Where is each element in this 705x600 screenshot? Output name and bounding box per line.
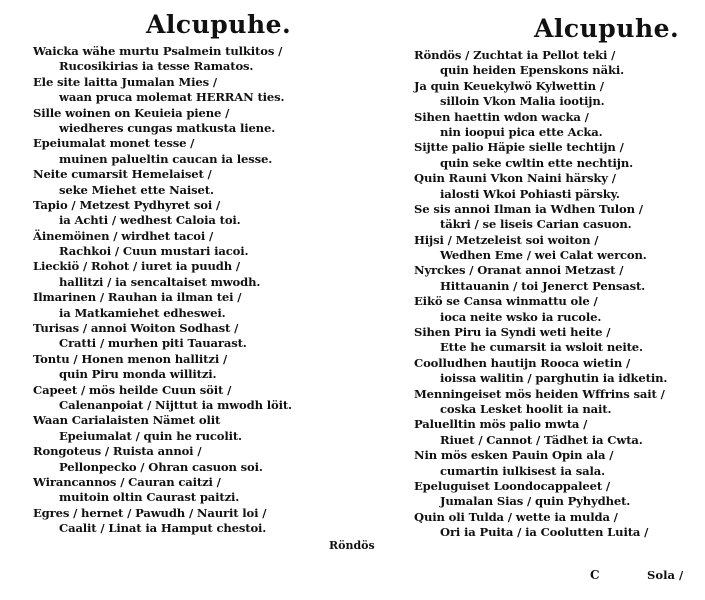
verse-line: Rucosikirias ia tesse Ramatos. <box>59 59 254 74</box>
verse-line: Epeiumalat monet tesse / <box>33 136 195 151</box>
verse-line: Coolludhen hautijn Rooca wietin / <box>414 355 631 370</box>
right-page <box>390 0 705 600</box>
verse-line: ioissa walitin / parghutin ia idketin. <box>440 371 668 386</box>
verse-line: Sille woinen on Keuieia piene / <box>33 105 230 120</box>
verse-line: Capeet / mös heilde Cuun söit / <box>33 382 232 397</box>
verse-line: muinen palueltin caucan ia lesse. <box>59 151 273 166</box>
verse-line: Epeiumalat / quin he rucolit. <box>59 428 242 443</box>
verse-line: Ori ia Puita / ia Coolutten Luita / <box>440 525 649 540</box>
verse-line: muitoin oltin Caurast paitzi. <box>59 490 240 505</box>
verse-line: Jumalan Sias / quin Pyhydhet. <box>440 494 631 509</box>
verse-line: Sihen Piru ia Syndi weti heite / <box>414 325 611 340</box>
left-page-heading: Alcupuhe. <box>146 10 292 39</box>
verse-line: Röndös / Zuchtat ia Pellot teki / <box>414 48 616 62</box>
verse-line: Quin oli Tulda / wette ia mulda / <box>414 509 618 524</box>
verse-line: Cratti / murhen piti Tauarast. <box>59 336 247 351</box>
verse-line: wiedheres cungas matkusta liene. <box>59 120 276 135</box>
verse-line: Quin Rauni Vkon Naini härsky / <box>414 171 616 186</box>
left-catchword: Röndös <box>329 539 375 552</box>
verse-line: Pellonpecko / Ohran casuon soi. <box>59 459 263 474</box>
verse-line: Eikö se Cansa winmattu ole / <box>414 294 598 309</box>
verse-line: Rongoteus / Ruista annoi / <box>33 444 202 459</box>
verse-line: Waicka wähe murtu Psalmein tulkitos / <box>33 44 283 58</box>
verse-line: Neite cumarsit Hemelaiset / <box>33 167 212 182</box>
verse-line: quin heiden Epenskons näki. <box>440 63 624 78</box>
verse-line: Wirancannos / Cauran caitzi / <box>33 474 221 489</box>
verse-line: Ele site laitta Jumalan Mies / <box>33 74 217 89</box>
verse-line: täkri / se liseis Carian casuon. <box>440 217 632 232</box>
right-catchword: Sola / <box>647 568 684 582</box>
verse-line: Rachkoi / Cuun mustari iacoi. <box>59 244 249 259</box>
verse-line: Epeluguiset Loondocappaleet / <box>414 478 611 493</box>
verse-line: Ilmarinen / Rauhan ia ilman tei / <box>33 290 242 305</box>
verse-line: seke Miehet ette Naiset. <box>59 182 214 197</box>
verse-line: Lieckiö / Rohot / iuret ia puudh / <box>33 259 240 274</box>
verse-line: ia Matkamiehet edheswei. <box>59 305 226 320</box>
verse-line: Nyrckes / Oranat annoi Metzast / <box>414 263 624 278</box>
verse-line: ioca neite wsko ia rucole. <box>440 309 602 324</box>
verse-line: Paluelltin mös palio mwta / <box>414 417 588 432</box>
verse-line: Turisas / annoi Woiton Sodhast / <box>33 321 239 336</box>
verse-line: Ette he cumarsit ia wsloit neite. <box>440 340 643 355</box>
verse-line: coska Lesket hoolit ia nait. <box>440 401 612 416</box>
verse-line: quin Piru monda willitzi. <box>59 367 217 382</box>
verse-line: cumartin iulkisest ia sala. <box>440 463 605 478</box>
verse-line: Waan Carialaisten Nämet olit <box>33 413 221 428</box>
right-verse-lines <box>414 48 667 541</box>
verse-line: Se sis annoi Ilman ia Wdhen Tulon / <box>414 201 643 216</box>
verse-line: nin ioopui pica ette Acka. <box>440 124 603 139</box>
verse-line: Menningeiset mös heiden Wffrins sait / <box>414 386 665 401</box>
verse-line: silloin Vkon Malia iootijn. <box>440 94 605 109</box>
verse-line: Sijtte palio Häpie sielle techtijn / <box>414 140 624 155</box>
verse-line: ia Achti / wedhest Caloia toi. <box>59 213 241 228</box>
verse-line: Caalit / Linat ia Hamput chestoi. <box>59 521 267 536</box>
verse-line: Äinemöinen / wirdhet tacoi / <box>33 228 214 243</box>
verse-line: Nin mös esken Pauin Opin ala / <box>414 448 614 463</box>
verse-line: Hijsi / Metzeleist soi woiton / <box>414 232 599 247</box>
right-page-heading: Alcupuhe. <box>534 14 680 43</box>
verse-line: Tontu / Honen menon hallitzi / <box>33 351 228 366</box>
signature-mark: C <box>590 568 600 582</box>
verse-line: ialosti Wkoi Pohiasti pärsky. <box>440 186 620 201</box>
left-verse-lines <box>33 44 292 537</box>
verse-line: Sihen haettin wdon wacka / <box>414 109 589 124</box>
verse-line: Wedhen Eme / wei Calat wercon. <box>440 248 647 263</box>
verse-line: Tapio / Metzest Pydhyret soi / <box>33 197 221 212</box>
verse-line: hallitzi / ia sencaltaiset mwodh. <box>59 274 261 289</box>
verse-line: Riuet / Cannot / Tädhet ia Cwta. <box>440 432 643 447</box>
verse-line: Ja quin Keuekylwö Kylwettin / <box>414 78 604 93</box>
verse-line: Calenanpoiat / Nijttut ia mwodh löit. <box>59 397 292 412</box>
verse-line: quin seke cwltin ette nechtijn. <box>440 155 633 170</box>
verse-line: Hittauanin / toi Jenerct Pensast. <box>440 278 646 293</box>
verse-line: waan pruca molemat HERRAN ties. <box>59 90 285 105</box>
verse-line: Egres / hernet / Pawudh / Naurit loi / <box>33 505 267 520</box>
